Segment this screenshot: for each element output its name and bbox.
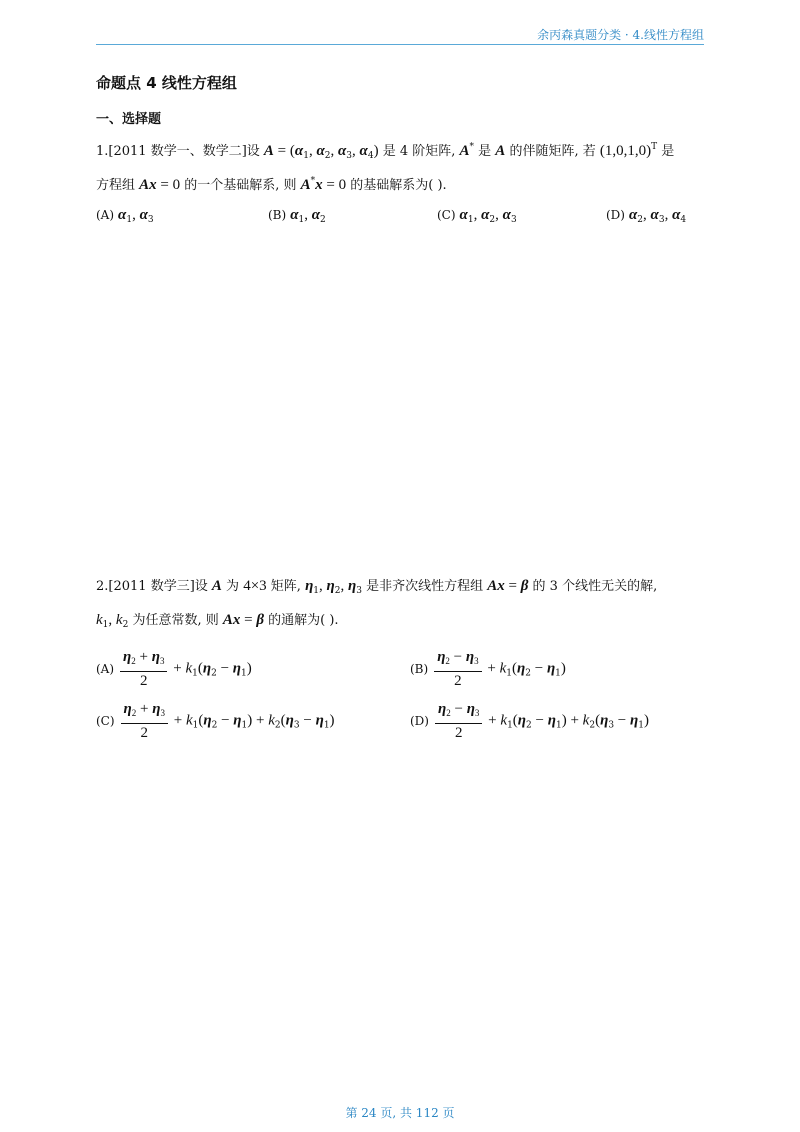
q1-line2-a: 方程组 — [96, 178, 140, 193]
q2-option-d: (D) $\frac{\eta_2 - \eta_3}{2}$ + $k_1(\eta_2 - \eta_1) + k_2(\eta_3 - \eta_1)$ — [410, 701, 649, 741]
q2-line1: 2.[2011 数学三]设 A 为 4×3 矩阵, $\eta_1$, $\eta_2$, $\eta_3$ 是非齐次线性方程组 Ax = β 的 3 个线性无关的解, — [96, 578, 658, 596]
q2-text-b: 矩阵, — [266, 579, 306, 594]
q1-option-d: (D) $\alpha_2$, $\alpha_3$, $\alpha_4$ — [606, 207, 687, 225]
q2-option-b: (B) $\frac{\eta_2 - \eta_3}{2}$ + $k_1(\eta_2 - \eta_1)$ — [410, 649, 566, 689]
page-header — [96, 18, 704, 45]
header-title: 余丙森真题分类 · 4.线性方程组 — [537, 28, 704, 42]
q1-prefix: 1.[2011 数学一、数学二]设 — [96, 144, 264, 159]
q2-text-d: 的 3 个线性无关的解, — [528, 579, 658, 594]
q1-line2-c: 的基础解系为( ). — [346, 178, 447, 193]
q1-text-b: 是 — [474, 144, 496, 159]
q1-line2-b: 的一个基础解系, 则 — [180, 178, 301, 193]
q2-option-c: (C) $\frac{\eta_2 + \eta_3}{2}$ + $k_1(\eta_2 - \eta_1) + k_2(\eta_3 - \eta_1)$ — [96, 701, 335, 741]
q1-matrix: A — [263, 143, 274, 159]
page-footer: 第 24 页, 共 112 页 — [345, 1106, 455, 1120]
q1-option-c: (C) $\alpha_1$, $\alpha_2$, $\alpha_3$ — [437, 207, 517, 225]
q1-line1: 1.[2011 数学一、数学二]设 $A = (\alpha_1$, $\alpha_2$, $\alpha_3$, $\alpha_4$) 是 4 阶矩阵, A* 是 A 的伴随矩阵, 若 $(1,0,1,0)^T$ 是 — [96, 142, 675, 161]
q1-option-a: (A) $\alpha_1$, $\alpha_3$ — [96, 207, 154, 225]
section-title: 命题点 4 线性方程组 — [96, 74, 237, 92]
q1-text-d: 是 — [657, 144, 675, 159]
q1-line2: 方程组 Ax = 0 的一个基础解系, 则 A*x = 0 的基础解系为( ). — [96, 176, 447, 193]
q2-option-a: (A) $\frac{\eta_2 + \eta_3}{2}$ + $k_1(\eta_2 - \eta_1)$ — [96, 649, 252, 689]
q2-line2-b: 的通解为( ). — [264, 613, 339, 628]
q2-text-a: 为 — [221, 579, 244, 594]
q1-vector: (1,0,1,0) — [599, 143, 652, 159]
q2-text-c: 是非齐次线性方程组 — [361, 579, 488, 594]
q1-option-b: (B) $\alpha_1$, $\alpha_2$ — [268, 207, 326, 225]
q2-prefix: 2.[2011 数学三]设 — [96, 579, 212, 594]
sub-title: 一、选择题 — [96, 112, 162, 127]
q2-line2-a: 为任意常数, 则 — [128, 613, 223, 628]
q2-dims: 4×3 — [243, 578, 267, 594]
q2-line2: $k_1$, $k_2$ 为任意常数, 则 Ax = β 的通解为( ). — [96, 612, 339, 630]
q1-text-c: 的伴随矩阵, 若 — [505, 144, 600, 159]
q1-text-a: 是 4 阶矩阵, — [378, 144, 460, 159]
